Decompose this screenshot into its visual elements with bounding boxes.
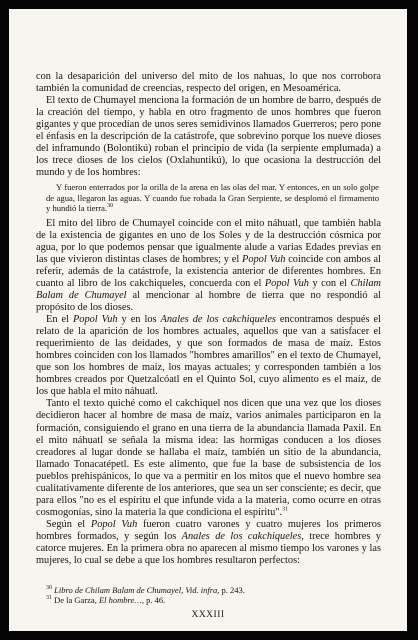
italic-title: El hombre…, [98,595,144,605]
italic-title: Libro de Chilam Balam de Chumayel, Vid. infra, [54,585,220,595]
footnote-ref: 30 [46,585,52,592]
text-run: , trece hombres y catorce mujeres. En la primera obra no aparecen al mismo tiempo los varones y las mujeres, lo cual se debe a que los hombres resultaron perfectos: [36,530,381,567]
italic-title: Popol Vuh [242,253,286,265]
paragraph-3 [36,218,381,314]
text-run: con la desaparición del universo del mito de los nahuas, lo que nos corrobora también la comunidad de creencias, respecto del origen, en Mesoamérica. [36,71,381,95]
italic-title: Anales de los cakchiqueles [160,314,276,326]
text-run: coincide con ambos al referir, además de la catástrofe, la existencia anterior de diferentes hombres. En cuanto al libro de los cakchiqueles, concuerda con el [36,253,381,289]
footnote-ref: 30 [107,202,114,209]
footnote-ref: 31 [46,595,52,602]
text-run: fueron cuatro varones y cuatro mujeres los primeros hombres formados, y según los [36,518,381,542]
italic-title: Anales de los cakchiqueles [181,530,302,542]
text-run: El texto de Chumayel menciona la formación de un hombre de barro, después de la creación del tiempo, y habla en otro fragmento de unos hombres que fueron gigantes y que procedían de unos seres semidivinos llamados Guerreros; pero pone el énfasis en la descripción de la catástrofe, que sobrevino porque los nueve dioses del inframundo (Bolontikú) roban el principio de vida (la serpiente emplumada) a los trece dioses de los cielos (Oxlahuntikú), lo que ocasiona la destrucción del mundo y de los hombres: [36,95,381,179]
text-run: De la Garza, [52,595,99,605]
text-run: p. 243. [219,585,245,595]
text-run: El mito del libro de Chumayel coincide con el mito náhuatl, que también habla de la existencia de gigantes en uno de los Soles y de la destrucción cósmica por agua, por lo que podemos pensar que igualmente alude a varias Edades previas en las que vivieron distintas clases de hombres; y el [36,217,381,265]
italic-title: Popol Vuh [90,518,138,530]
italic-title: Popol Vuh [72,314,118,326]
text-run: p. 46. [143,595,166,605]
text-run: Y fueron enterrados por la orilla de la arena en las olas del mar. Y entonces, en un solo golpe de agua, llegaron las aguas. Y cuando fue robada la Gran Serpiente, se desplomó el firmamento y hundió la tierra. [46,182,379,213]
page-number: XXXIII [191,610,225,620]
text-run: Tanto el texto quiché como el cakchiquel nos dicen que una vez que los dioses decidieron hacer al hombre de masa de maíz, varios animales participaron en la formación, consiguiendo el grano en una tierra de la abundancia llamada Paxil. En el mito náhuatl se señala la misma idea: las hormigas conducen a los dioses creadores al lugar donde se hallaba el maíz, también un sitio de la abundancia, llamado Tonacatépetl. Es este alimento, que fue la base de subsistencia de los pueblos prehispánicos, lo que va a permitir en los mitos que el nuevo hombre sea cualitativamente diferente de los anteriores, que sea un ser consciente; es decir, que para ellos "no es el espíritu el que infunde vida a la materia, como ocurre en otras cosmogonías, sino la materia la que condiciona el espíritu". [36,398,381,518]
paragraph-2 [36,95,381,179]
footnotes [46,585,381,605]
footnote-ref: 31 [282,506,289,513]
paragraph-4 [36,314,381,398]
text-run: encontramos después el relato de la aparición de los hombres actuales, aquellos que van a satisfacer el requerimiento de las deidades, y que son formados de masa de maíz. Estos hombres coinciden con los llamados "hombres amarillos" en el texto de Chumayel, que son los hombres de maíz, los mayas actuales; y corresponden también a los hombres creados por Quetzalcóatl en el Quinto Sol, cuyo alimento es el maíz, de los que habla el mito náhuatl. [36,314,381,398]
footnote-30 [46,585,381,595]
paragraph-6 [36,519,381,567]
text-run: y en los [117,314,161,326]
block-quote [46,182,379,212]
paragraph-1 [36,71,381,95]
text-run: y con el [308,277,351,289]
italic-title: Popol Vuh [264,277,309,289]
text-run: Según el [46,518,91,530]
italic-title: Chilam Balam de Chumayel [36,277,381,301]
text-run: En el [46,314,73,326]
paragraph-5 [36,398,381,518]
footnote-31 [46,595,381,605]
book-page [9,9,407,631]
text-run: al mencionar al hombre de tierra que no respondió al propósito de los dioses. [36,289,381,314]
